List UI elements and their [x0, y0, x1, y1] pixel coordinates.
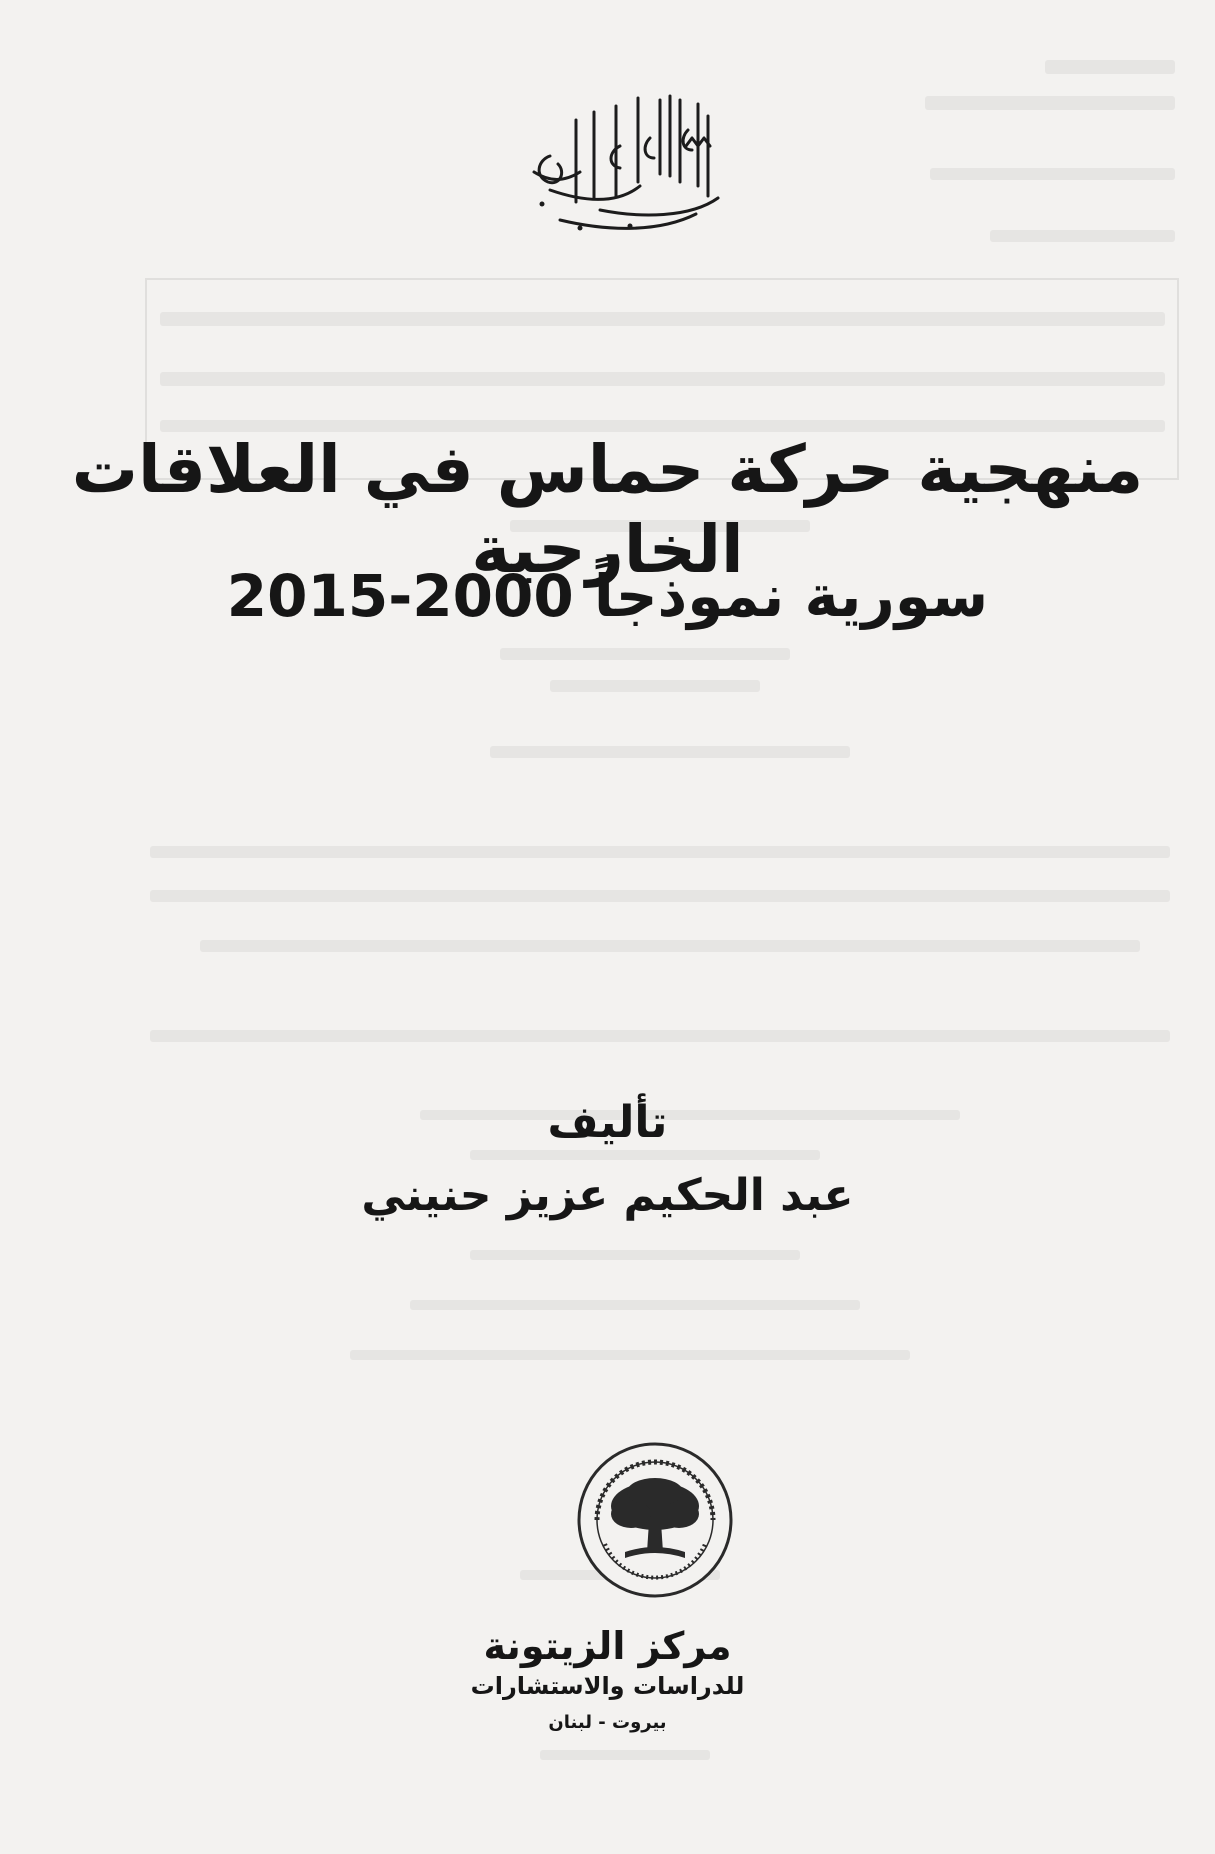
author-label: تأليف	[547, 1097, 668, 1148]
show-through-line	[160, 372, 1165, 386]
author-name: عبد الحكيم عزيز حنيني	[361, 1170, 854, 1221]
show-through-line	[350, 1350, 910, 1360]
publisher-subtitle: للدراسات والاستشارات	[470, 1672, 745, 1700]
publisher-city: بيروت - لبنان	[548, 1712, 667, 1733]
basmala-ornament	[520, 86, 730, 236]
show-through-line	[150, 890, 1170, 902]
basmala-calligraphy	[520, 86, 730, 236]
publisher-logo	[575, 1440, 735, 1600]
show-through-line	[925, 96, 1175, 110]
olive-tree-seal-icon	[575, 1440, 735, 1600]
publisher-name: مركز الزيتونة	[483, 1624, 732, 1668]
show-through-line	[1045, 60, 1175, 74]
show-through-line	[470, 1250, 800, 1260]
show-through-line	[160, 312, 1165, 326]
show-through-line	[930, 168, 1175, 180]
show-through-line	[200, 940, 1140, 952]
show-through-line	[550, 680, 760, 692]
show-through-line	[540, 1750, 710, 1760]
show-through-line	[410, 1300, 860, 1310]
show-through-line	[500, 648, 790, 660]
show-through-line	[150, 1030, 1170, 1042]
show-through-line	[150, 846, 1170, 858]
book-title: منهجية حركة حماس في العلاقات الخارجية	[71, 431, 1144, 588]
book-subtitle: سورية نموذجاً 2000-2015	[226, 562, 989, 630]
show-through-line	[490, 746, 850, 758]
show-through-line	[990, 230, 1175, 242]
show-through-line	[470, 1150, 820, 1160]
